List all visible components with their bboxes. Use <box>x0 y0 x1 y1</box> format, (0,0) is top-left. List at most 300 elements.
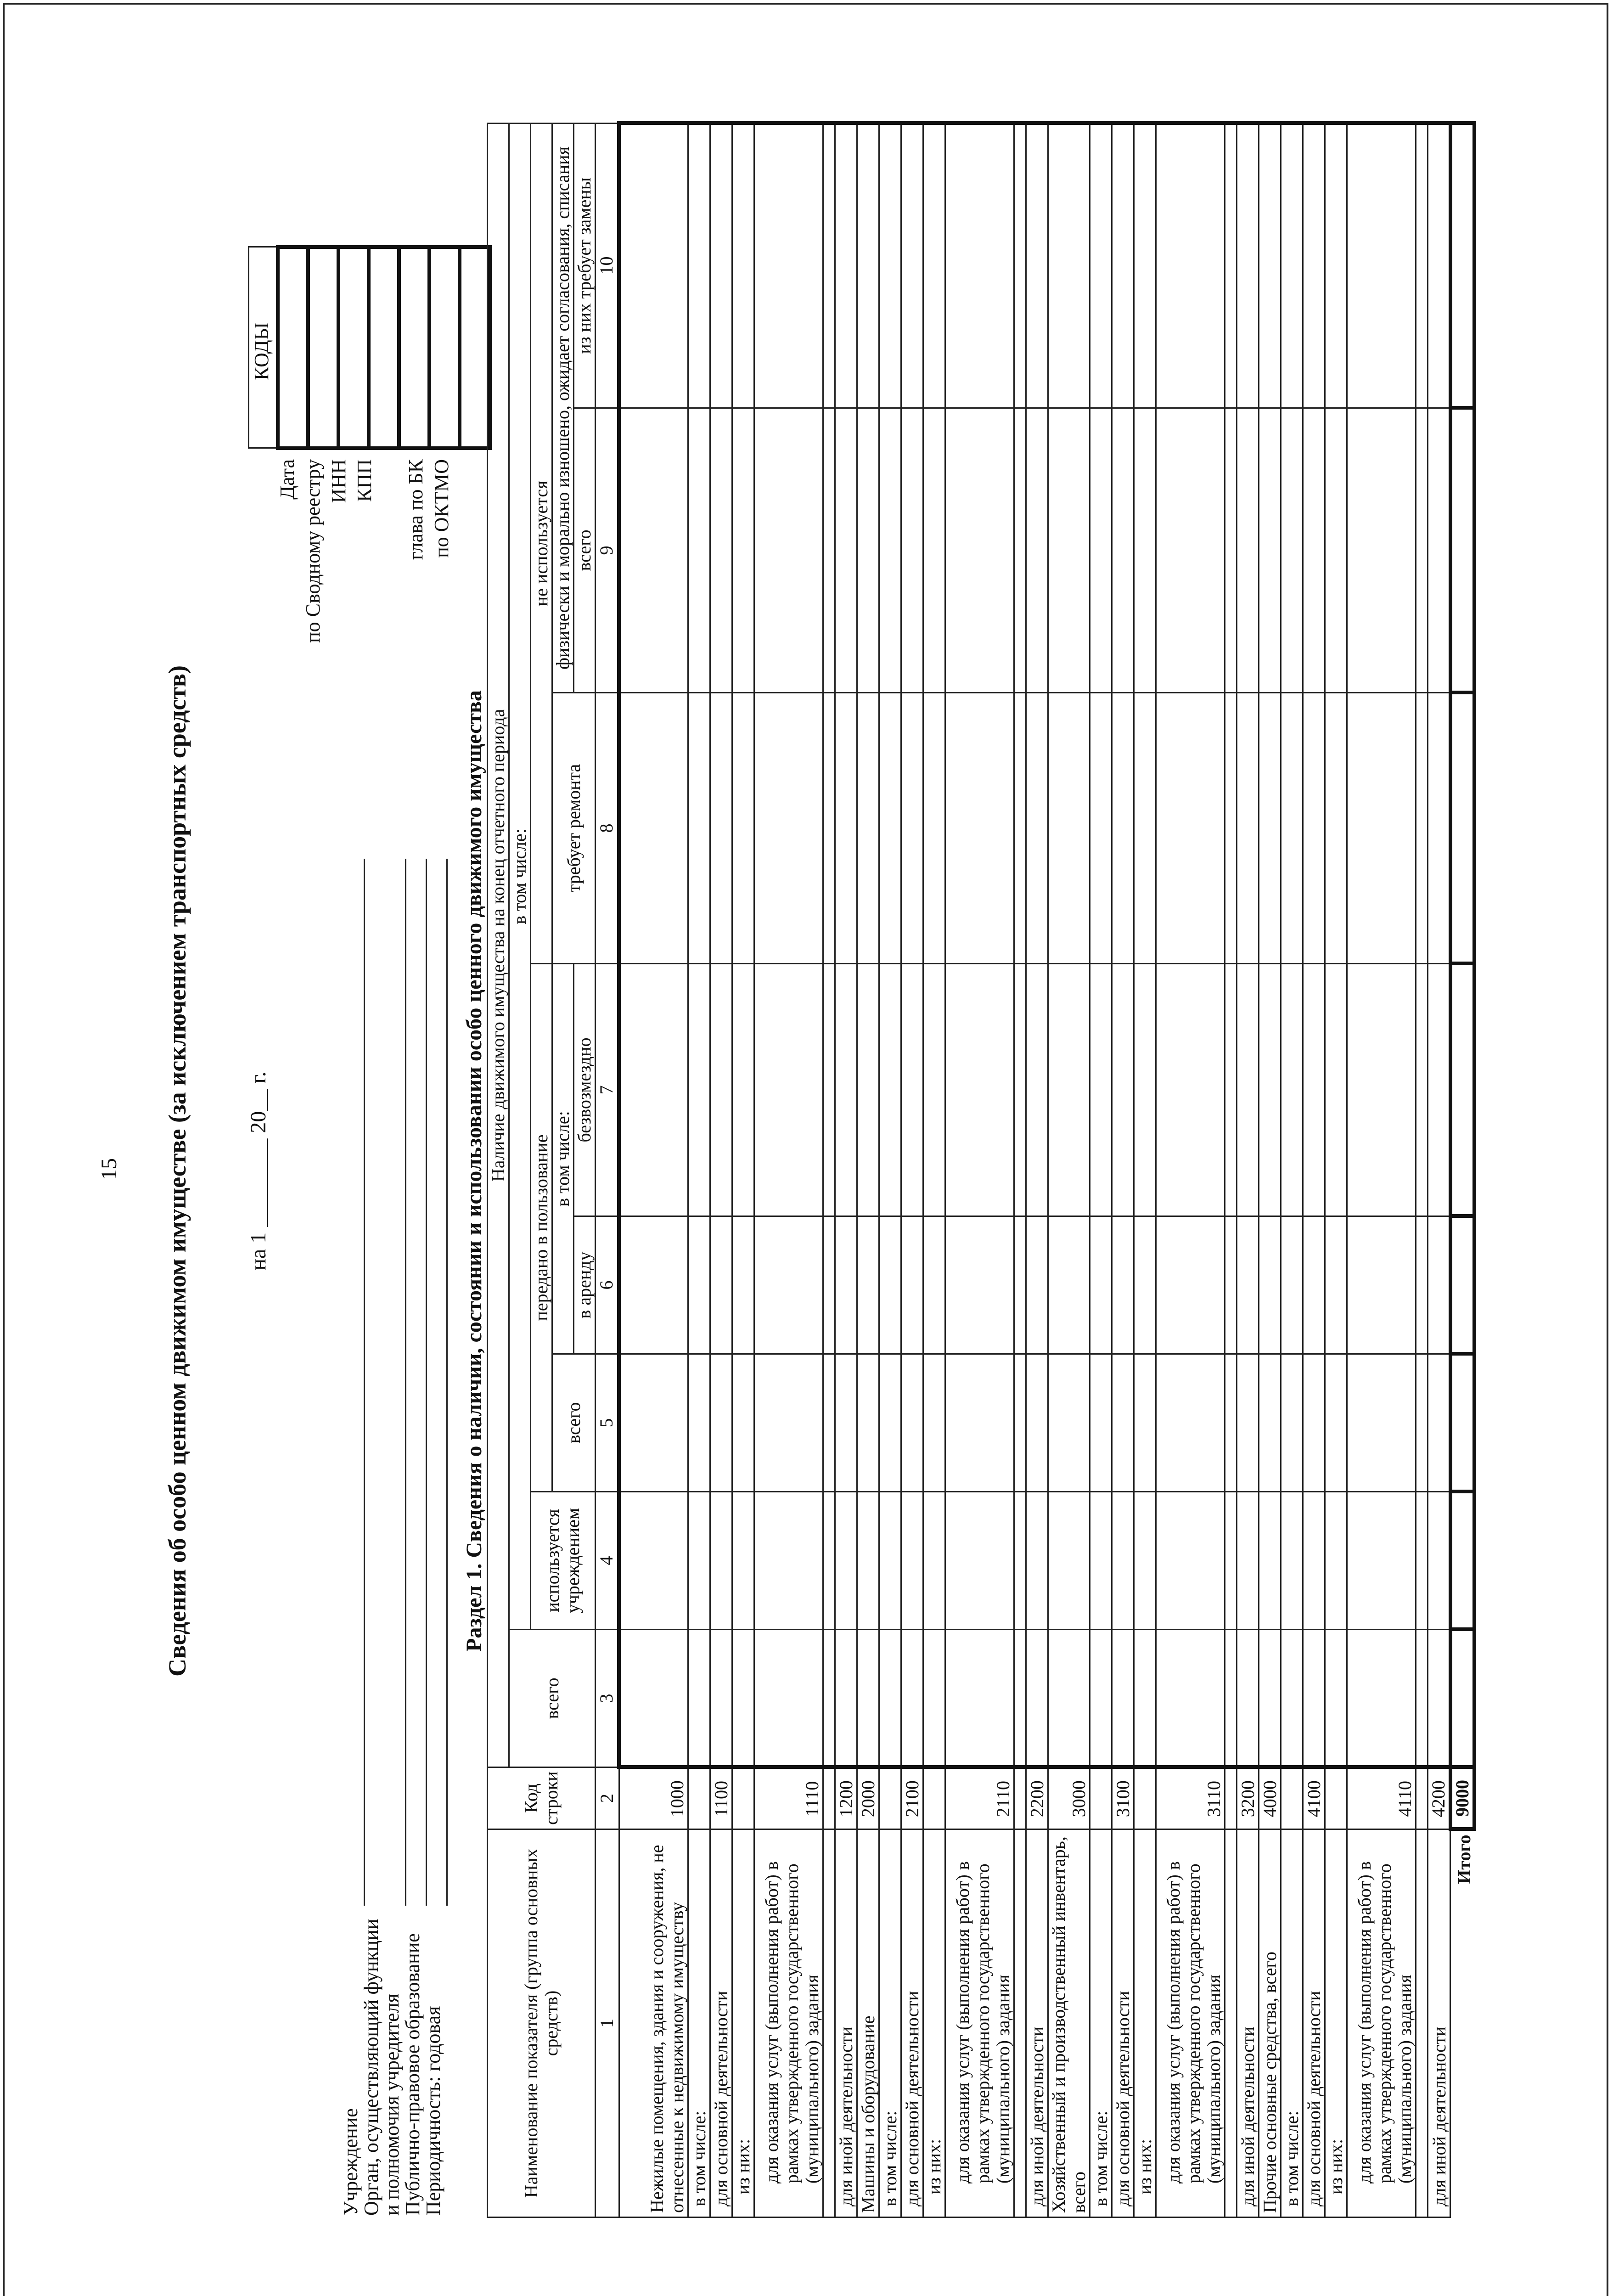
form-title: Сведения об особо ценном движимом имуществе (за исключением транспортных средств) <box>163 665 191 1677</box>
value-cell-col-4[interactable] <box>1225 1492 1236 1630</box>
value-cell-col-7[interactable] <box>1156 964 1225 1216</box>
value-cell-col-9[interactable] <box>1225 408 1236 693</box>
row-code: 2200 <box>1026 1767 1048 1829</box>
value-cell-col-3[interactable] <box>945 1630 1014 1767</box>
value-cell-col-10[interactable] <box>1090 123 1112 408</box>
value-cell-col-4[interactable] <box>1026 1492 1048 1630</box>
public-entity-field-line[interactable] <box>426 859 427 1906</box>
row-name: в том числе: <box>1281 1829 1303 2217</box>
value-cell-col-7[interactable] <box>879 964 901 1216</box>
value-cell-col-7[interactable] <box>1134 964 1156 1216</box>
value-cell-col-5[interactable] <box>1416 1354 1428 1492</box>
value-cell-col-8[interactable] <box>901 693 923 964</box>
value-cell-col-6[interactable] <box>1134 1216 1156 1354</box>
value-cell-col-7[interactable] <box>901 964 923 1216</box>
value-cell-col-3[interactable] <box>1259 1630 1281 1767</box>
value-cell-col-8[interactable] <box>1325 693 1347 964</box>
row-name: для иной деятельности <box>835 1829 857 2217</box>
value-cell-col-3[interactable] <box>1303 1630 1325 1767</box>
value-cell-col-3[interactable] <box>732 1630 754 1767</box>
periodicity-label: Периодичность: годовая <box>422 2006 444 2216</box>
value-cell-col-9[interactable] <box>923 408 945 693</box>
value-cell-col-9[interactable] <box>1048 408 1090 693</box>
value-cell-col-4[interactable] <box>732 1492 754 1630</box>
total-cell-col-5[interactable] <box>1450 1354 1474 1492</box>
value-cell-col-10[interactable] <box>688 123 710 408</box>
value-cell-col-3[interactable] <box>1014 1630 1026 1767</box>
value-cell-col-4[interactable] <box>1347 1492 1416 1630</box>
value-cell-col-7[interactable] <box>1416 964 1428 1216</box>
value-cell-col-4[interactable] <box>1014 1492 1026 1630</box>
code-cell-kpp[interactable] <box>369 247 399 448</box>
value-cell-col-3[interactable] <box>1236 1630 1259 1767</box>
value-cell-col-7[interactable] <box>1281 964 1303 1216</box>
value-cell-col-7[interactable] <box>1090 964 1112 1216</box>
row-code: 2100 <box>901 1767 923 1829</box>
value-cell-col-7[interactable] <box>1112 964 1134 1216</box>
value-cell-col-5[interactable] <box>688 1354 710 1492</box>
total-cell-col-7[interactable] <box>1450 964 1474 1216</box>
value-cell-col-4[interactable] <box>1156 1492 1225 1630</box>
table-row <box>1303 123 1325 2217</box>
value-cell-col-8[interactable] <box>835 693 857 964</box>
value-cell-col-8[interactable] <box>1416 693 1428 964</box>
value-cell-col-5[interactable] <box>923 1354 945 1492</box>
section-title: Раздел 1. Сведения о наличии, состоянии и использовании особо ценного движимого имущества <box>462 690 486 1652</box>
value-cell-col-5[interactable] <box>619 1354 688 1492</box>
value-cell-col-7[interactable] <box>1303 964 1325 1216</box>
value-cell-col-7[interactable] <box>1347 964 1416 1216</box>
value-cell-col-6[interactable] <box>1303 1216 1325 1354</box>
value-cell-col-9[interactable] <box>1259 408 1281 693</box>
value-cell-col-9[interactable] <box>1325 408 1347 693</box>
row-code: 4110 <box>1347 1767 1416 1829</box>
value-cell-col-4[interactable] <box>1416 1492 1428 1630</box>
value-cell-col-6[interactable] <box>619 1216 688 1354</box>
codes-table <box>248 245 492 450</box>
value-cell-col-10[interactable] <box>823 123 835 408</box>
value-cell-col-4[interactable] <box>619 1492 688 1630</box>
value-cell-col-3[interactable] <box>710 1630 732 1767</box>
value-cell-col-7[interactable] <box>1428 964 1450 1216</box>
value-cell-col-5[interactable] <box>1134 1354 1156 1492</box>
value-cell-col-6[interactable] <box>1236 1216 1259 1354</box>
value-cell-col-6[interactable] <box>1281 1216 1303 1354</box>
row-code: 2110 <box>945 1767 1014 1829</box>
value-cell-col-3[interactable] <box>923 1630 945 1767</box>
institution-label: Учреждение <box>339 2108 362 2216</box>
value-cell-col-8[interactable] <box>619 693 688 964</box>
total-cell-col-4[interactable] <box>1450 1492 1474 1630</box>
value-cell-col-8[interactable] <box>1014 693 1026 964</box>
code-label-bk: глава по БК <box>405 459 427 560</box>
value-cell-col-6[interactable] <box>1014 1216 1026 1354</box>
total-row <box>1450 123 1474 2217</box>
value-cell-col-6[interactable] <box>1347 1216 1416 1354</box>
value-cell-col-6[interactable] <box>823 1216 835 1354</box>
row-code: 3200 <box>1236 1767 1259 1829</box>
row-code: 3110 <box>1156 1767 1225 1829</box>
code-label-oktmo: по ОКТМО <box>430 459 453 558</box>
value-cell-col-5[interactable] <box>901 1354 923 1492</box>
code-label-date: Дата <box>276 459 298 500</box>
value-cell-col-6[interactable] <box>1090 1216 1112 1354</box>
value-cell-col-3[interactable] <box>1281 1630 1303 1767</box>
value-cell-col-8[interactable] <box>1428 693 1450 964</box>
table-row <box>1156 123 1225 2217</box>
value-cell-col-9[interactable] <box>1134 408 1156 693</box>
value-cell-col-3[interactable] <box>1090 1630 1112 1767</box>
value-cell-col-9[interactable] <box>1428 408 1450 693</box>
row-name: в том числе: <box>688 1829 710 2217</box>
value-cell-col-9[interactable] <box>1156 408 1225 693</box>
value-cell-col-8[interactable] <box>857 693 879 964</box>
value-cell-col-6[interactable] <box>1112 1216 1134 1354</box>
value-cell-col-9[interactable] <box>1416 408 1428 693</box>
code-cell-bk[interactable] <box>429 247 460 448</box>
value-cell-col-8[interactable] <box>879 693 901 964</box>
column-number-10: 10 <box>596 123 619 408</box>
row-code <box>1090 1767 1112 1829</box>
value-cell-col-6[interactable] <box>901 1216 923 1354</box>
rotated-form <box>92 115 1570 2227</box>
value-cell-col-5[interactable] <box>1090 1354 1112 1492</box>
value-cell-col-5[interactable] <box>1259 1354 1281 1492</box>
value-cell-col-5[interactable] <box>1014 1354 1026 1492</box>
value-cell-col-9[interactable] <box>1026 408 1048 693</box>
value-cell-col-7[interactable] <box>945 964 1014 1216</box>
value-cell-col-8[interactable] <box>688 693 710 964</box>
value-cell-col-5[interactable] <box>945 1354 1014 1492</box>
value-cell-col-6[interactable] <box>1026 1216 1048 1354</box>
code-cell-registry[interactable] <box>308 247 338 448</box>
table-row <box>1112 123 1134 2217</box>
value-cell-col-9[interactable] <box>1347 408 1416 693</box>
value-cell-col-5[interactable] <box>1303 1354 1325 1492</box>
value-cell-col-3[interactable] <box>1325 1630 1347 1767</box>
value-cell-col-3[interactable] <box>1134 1630 1156 1767</box>
code-label-kpp: КПП <box>353 459 376 502</box>
column-number-5: 5 <box>596 1354 619 1492</box>
institution-field-line[interactable] <box>364 859 365 1906</box>
value-cell-col-6[interactable] <box>1048 1216 1090 1354</box>
value-cell-col-8[interactable] <box>1112 693 1134 964</box>
value-cell-col-9[interactable] <box>1112 408 1134 693</box>
value-cell-col-9[interactable] <box>619 408 688 693</box>
value-cell-col-4[interactable] <box>1281 1492 1303 1630</box>
row-code: 1200 <box>835 1767 857 1829</box>
value-cell-col-5[interactable] <box>1156 1354 1225 1492</box>
table-row <box>1416 123 1428 2217</box>
value-cell-col-9[interactable] <box>688 408 710 693</box>
value-cell-col-10[interactable] <box>1416 123 1428 408</box>
row-name: Машины и оборудование <box>857 1829 879 2217</box>
value-cell-col-10[interactable] <box>1347 123 1416 408</box>
value-cell-col-6[interactable] <box>1416 1216 1428 1354</box>
value-cell-col-5[interactable] <box>1236 1354 1259 1492</box>
value-cell-col-10[interactable] <box>732 123 754 408</box>
value-cell-col-3[interactable] <box>901 1630 923 1767</box>
value-cell-col-10[interactable] <box>945 123 1014 408</box>
value-cell-col-10[interactable] <box>1048 123 1090 408</box>
value-cell-col-8[interactable] <box>1281 693 1303 964</box>
value-cell-col-5[interactable] <box>823 1354 835 1492</box>
value-cell-col-4[interactable] <box>901 1492 923 1630</box>
periodicity-field-line[interactable] <box>446 859 448 1906</box>
value-cell-col-4[interactable] <box>879 1492 901 1630</box>
value-cell-col-7[interactable] <box>619 964 688 1216</box>
value-cell-col-10[interactable] <box>754 123 823 408</box>
value-cell-col-5[interactable] <box>1112 1354 1134 1492</box>
codes-header: КОДЫ <box>250 322 273 381</box>
value-cell-col-10[interactable] <box>857 123 879 408</box>
including-header: в том числе: <box>509 123 531 1629</box>
value-cell-col-9[interactable] <box>710 408 732 693</box>
value-cell-col-10[interactable] <box>1225 123 1236 408</box>
value-cell-col-10[interactable] <box>923 123 945 408</box>
transferred-header: передано в пользование <box>531 964 552 1492</box>
value-cell-col-10[interactable] <box>1134 123 1156 408</box>
value-cell-col-5[interactable] <box>857 1354 879 1492</box>
value-cell-col-8[interactable] <box>923 693 945 964</box>
value-cell-col-6[interactable] <box>879 1216 901 1354</box>
value-cell-col-10[interactable] <box>710 123 732 408</box>
value-cell-col-5[interactable] <box>835 1354 857 1492</box>
value-cell-col-5[interactable] <box>754 1354 823 1492</box>
row-name: Нежилые помещения, здания и сооружения, не отнесенные к недвижимому имуществу <box>619 1829 688 2217</box>
value-cell-col-6[interactable] <box>857 1216 879 1354</box>
value-cell-col-7[interactable] <box>1048 964 1090 1216</box>
value-cell-col-8[interactable] <box>1225 693 1236 964</box>
value-cell-col-10[interactable] <box>1281 123 1303 408</box>
row-code: 2000 <box>857 1767 879 1829</box>
value-cell-col-4[interactable] <box>1259 1492 1281 1630</box>
value-cell-col-9[interactable] <box>1090 408 1112 693</box>
value-cell-col-4[interactable] <box>923 1492 945 1630</box>
value-cell-col-7[interactable] <box>1014 964 1026 1216</box>
value-cell-col-10[interactable] <box>879 123 901 408</box>
value-cell-col-7[interactable] <box>835 964 857 1216</box>
value-cell-col-6[interactable] <box>710 1216 732 1354</box>
value-cell-col-4[interactable] <box>1112 1492 1134 1630</box>
value-cell-col-7[interactable] <box>754 964 823 1216</box>
value-cell-col-8[interactable] <box>1259 693 1281 964</box>
value-cell-col-10[interactable] <box>1156 123 1225 408</box>
value-cell-col-3[interactable] <box>1347 1630 1416 1767</box>
value-cell-col-8[interactable] <box>1026 693 1048 964</box>
founder-label-1: Орган, осуществляющий функции <box>360 1919 382 2216</box>
value-cell-col-4[interactable] <box>823 1492 835 1630</box>
value-cell-col-3[interactable] <box>823 1630 835 1767</box>
value-cell-col-10[interactable] <box>1026 123 1048 408</box>
needs-replacement-header: из них требует замены <box>574 123 596 408</box>
value-cell-col-6[interactable] <box>754 1216 823 1354</box>
value-cell-col-4[interactable] <box>835 1492 857 1630</box>
value-cell-col-5[interactable] <box>1347 1354 1416 1492</box>
value-cell-col-10[interactable] <box>835 123 857 408</box>
total-cell-col-6[interactable] <box>1450 1216 1474 1354</box>
total-cell-col-8[interactable] <box>1450 693 1474 964</box>
value-cell-col-3[interactable] <box>1048 1630 1090 1767</box>
value-cell-col-6[interactable] <box>1428 1216 1450 1354</box>
value-cell-col-3[interactable] <box>835 1630 857 1767</box>
value-cell-col-4[interactable] <box>1428 1492 1450 1630</box>
table-row <box>1281 123 1303 2217</box>
value-cell-col-3[interactable] <box>1112 1630 1134 1767</box>
founder-field-line[interactable] <box>405 859 406 1906</box>
value-cell-col-4[interactable] <box>754 1492 823 1630</box>
table-row <box>857 123 879 2217</box>
worn-header: физически и морально изношено, ожидает согласования, списания <box>552 123 574 692</box>
row-code <box>1225 1767 1236 1829</box>
table-row <box>732 123 754 2217</box>
value-cell-col-9[interactable] <box>945 408 1014 693</box>
value-cell-col-8[interactable] <box>1236 693 1259 964</box>
value-cell-col-10[interactable] <box>1325 123 1347 408</box>
value-cell-col-4[interactable] <box>1325 1492 1347 1630</box>
value-cell-col-8[interactable] <box>1347 693 1416 964</box>
value-cell-col-9[interactable] <box>901 408 923 693</box>
value-cell-col-9[interactable] <box>1303 408 1325 693</box>
value-cell-col-7[interactable] <box>1236 964 1259 1216</box>
table-row <box>1236 123 1259 2217</box>
table-row <box>1090 123 1112 2217</box>
value-cell-col-8[interactable] <box>1090 693 1112 964</box>
value-cell-col-6[interactable] <box>1225 1216 1236 1354</box>
value-cell-col-5[interactable] <box>1026 1354 1048 1492</box>
value-cell-col-9[interactable] <box>1014 408 1026 693</box>
value-cell-col-7[interactable] <box>1259 964 1281 1216</box>
value-cell-col-6[interactable] <box>1259 1216 1281 1354</box>
row-code: 3000 <box>1048 1767 1090 1829</box>
value-cell-col-8[interactable] <box>1048 693 1090 964</box>
value-cell-col-7[interactable] <box>1325 964 1347 1216</box>
code-cell-empty[interactable] <box>399 247 429 448</box>
value-cell-col-8[interactable] <box>1156 693 1225 964</box>
value-cell-col-10[interactable] <box>1428 123 1450 408</box>
value-cell-col-3[interactable] <box>619 1630 688 1767</box>
value-cell-col-6[interactable] <box>923 1216 945 1354</box>
value-cell-col-8[interactable] <box>754 693 823 964</box>
value-cell-col-3[interactable] <box>1428 1630 1450 1767</box>
row-code <box>1281 1767 1303 1829</box>
value-cell-col-7[interactable] <box>823 964 835 1216</box>
value-cell-col-6[interactable] <box>732 1216 754 1354</box>
code-cell-date[interactable] <box>278 247 308 448</box>
value-cell-col-9[interactable] <box>732 408 754 693</box>
value-cell-col-3[interactable] <box>754 1630 823 1767</box>
row-code <box>1325 1767 1347 1829</box>
value-cell-col-9[interactable] <box>754 408 823 693</box>
table-row <box>923 123 945 2217</box>
value-cell-col-4[interactable] <box>945 1492 1014 1630</box>
value-cell-col-4[interactable] <box>1236 1492 1259 1630</box>
value-cell-col-9[interactable] <box>823 408 835 693</box>
value-cell-col-4[interactable] <box>1134 1492 1156 1630</box>
value-cell-col-7[interactable] <box>1225 964 1236 1216</box>
value-cell-col-10[interactable] <box>619 123 688 408</box>
value-cell-col-7[interactable] <box>923 964 945 1216</box>
row-code: 4000 <box>1259 1767 1281 1829</box>
value-cell-col-7[interactable] <box>710 964 732 1216</box>
value-cell-col-4[interactable] <box>710 1492 732 1630</box>
value-cell-col-7[interactable] <box>688 964 710 1216</box>
value-cell-col-10[interactable] <box>1236 123 1259 408</box>
value-cell-col-3[interactable] <box>1416 1630 1428 1767</box>
value-cell-col-5[interactable] <box>1281 1354 1303 1492</box>
table-row <box>688 123 710 2217</box>
value-cell-col-8[interactable] <box>1134 693 1156 964</box>
value-cell-col-3[interactable] <box>857 1630 879 1767</box>
total-code: 9000 <box>1450 1767 1474 1829</box>
value-cell-col-10[interactable] <box>1303 123 1325 408</box>
value-cell-col-9[interactable] <box>879 408 901 693</box>
value-cell-col-8[interactable] <box>945 693 1014 964</box>
value-cell-col-5[interactable] <box>1048 1354 1090 1492</box>
value-cell-col-10[interactable] <box>1259 123 1281 408</box>
value-cell-col-5[interactable] <box>1325 1354 1347 1492</box>
value-cell-col-3[interactable] <box>1156 1630 1225 1767</box>
row-name: из них: <box>923 1829 945 2217</box>
value-cell-col-9[interactable] <box>1236 408 1259 693</box>
value-cell-col-5[interactable] <box>732 1354 754 1492</box>
table-row <box>1134 123 1156 2217</box>
value-cell-col-9[interactable] <box>835 408 857 693</box>
value-cell-col-7[interactable] <box>732 964 754 1216</box>
value-cell-col-5[interactable] <box>710 1354 732 1492</box>
value-cell-col-10[interactable] <box>1014 123 1026 408</box>
value-cell-col-4[interactable] <box>1303 1492 1325 1630</box>
value-cell-col-9[interactable] <box>857 408 879 693</box>
value-cell-col-8[interactable] <box>1303 693 1325 964</box>
value-cell-col-5[interactable] <box>879 1354 901 1492</box>
value-cell-col-3[interactable] <box>688 1630 710 1767</box>
value-cell-col-6[interactable] <box>1325 1216 1347 1354</box>
value-cell-col-9[interactable] <box>1281 408 1303 693</box>
total-cell-col-3[interactable] <box>1450 1630 1474 1767</box>
value-cell-col-3[interactable] <box>879 1630 901 1767</box>
value-cell-col-6[interactable] <box>835 1216 857 1354</box>
table-row <box>1014 123 1026 2217</box>
value-cell-col-8[interactable] <box>823 693 835 964</box>
value-cell-col-8[interactable] <box>732 693 754 964</box>
total-cell-col-10[interactable] <box>1450 123 1474 408</box>
column-number-2: 2 <box>596 1767 619 1829</box>
value-cell-col-4[interactable] <box>688 1492 710 1630</box>
value-cell-col-4[interactable] <box>857 1492 879 1630</box>
value-cell-col-7[interactable] <box>857 964 879 1216</box>
row-name: для основной деятельности <box>1303 1829 1325 2217</box>
value-cell-col-6[interactable] <box>945 1216 1014 1354</box>
value-cell-col-3[interactable] <box>1026 1630 1048 1767</box>
value-cell-col-5[interactable] <box>1428 1354 1450 1492</box>
value-cell-col-8[interactable] <box>710 693 732 964</box>
code-cell-inn[interactable] <box>338 247 369 448</box>
value-cell-col-6[interactable] <box>688 1216 710 1354</box>
value-cell-col-6[interactable] <box>1156 1216 1225 1354</box>
total-cell-col-9[interactable] <box>1450 408 1474 693</box>
value-cell-col-4[interactable] <box>1048 1492 1090 1630</box>
value-cell-col-4[interactable] <box>1090 1492 1112 1630</box>
value-cell-col-5[interactable] <box>1225 1354 1236 1492</box>
value-cell-col-10[interactable] <box>901 123 923 408</box>
value-cell-col-3[interactable] <box>1225 1630 1236 1767</box>
row-name <box>1416 1829 1428 2217</box>
value-cell-col-10[interactable] <box>1112 123 1134 408</box>
used-by-institution-header: используется учреждением <box>531 1492 596 1630</box>
row-code <box>879 1767 901 1829</box>
value-cell-col-7[interactable] <box>1026 964 1048 1216</box>
